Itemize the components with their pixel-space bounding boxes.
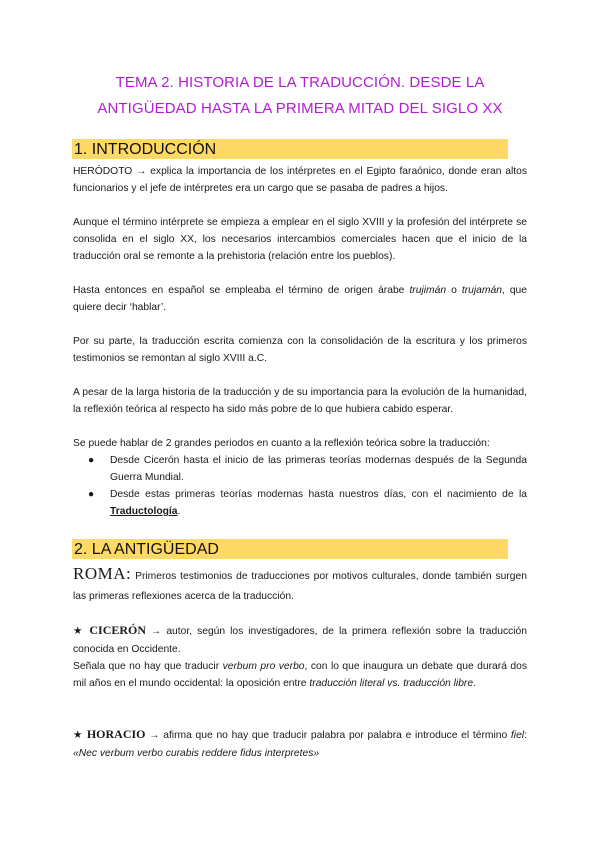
paragraph-traduccion-escrita: Por su parte, la traducción escrita comienza con la consolidación de la escritura y los primeros testimonios se remontan al siglo XVIII a.C. <box>73 336 527 364</box>
paragraph-reflexion: A pesar de la larga historia de la traducción y de su importancia para la evolución de la humanidad, la reflexión teórica al respecto ha sido más pobre de lo que hubiera cabido esperar. <box>73 387 527 415</box>
paragraph-ciceron-verbum: Señala que no hay que traducir verbum pro verbo, con lo que inaugura un debate que durará dos mil años en el mundo occidental: la oposición entre traducción literal vs. traducción libre. <box>73 661 527 689</box>
list-item: ● Desde estas primeras teorías modernas hasta nuestros días, con el nacimiento de la Traductología. <box>73 486 527 520</box>
periods-list <box>73 452 527 520</box>
horacio-label: HORACIO <box>86 727 146 741</box>
roma-label: ROMA: <box>73 564 132 583</box>
arrow-icon: → <box>136 166 147 177</box>
herodoto-label: HERÓDOTO <box>73 166 133 177</box>
paragraph-herodoto: HERÓDOTO → explica la importancia de los intérpretes en el Egipto faraónico, donde eran altos funcionarios y el jefe de intérpretes era un cargo que se pasaba de padres a hijos. <box>73 166 527 194</box>
list-item: ● Desde Cicerón hasta el inicio de las primeras teorías modernas después de la Segunda Guerra Mundial. <box>73 452 527 486</box>
bullet-icon: ● <box>88 489 95 500</box>
section-heading-antiguedad: 2. LA ANTIGÜEDAD <box>72 539 508 559</box>
arrow-icon: → <box>149 730 160 741</box>
document-title <box>60 70 540 122</box>
paragraph-ciceron: ★ CICERÓN → autor, según los investigadores, de la primera reflexión sobre la traducción conocida en Occidente. <box>73 623 527 655</box>
arrow-icon: → <box>151 626 162 637</box>
section-heading-introduccion: 1. INTRODUCCIÓN <box>72 139 508 159</box>
paragraph-periodos: Se puede hablar de 2 grandes periodos en cuanto a la reflexión teórica sobre la traducción: <box>73 438 490 449</box>
paragraph-trujiman: Hasta entonces en español se empleaba el término de origen árabe trujimán o trujamán, que quiere decir ‘hablar’. <box>73 285 527 313</box>
paragraph-interprete: Aunque el término intérprete se empieza a emplear en el siglo XVIII y la profesión del intérprete se consolida en el siglo XX, los necesarios intercambios comerciales hacen que el inicio de la traducción oral se remonte a la prehistoria (relación entre los pueblos). <box>73 217 527 262</box>
title-line-2: ANTIGÜEDAD HASTA LA PRIMERA MITAD DEL SIGLO XX <box>97 100 503 117</box>
star-icon: ★ <box>73 626 85 637</box>
bullet-icon: ● <box>88 455 95 466</box>
ciceron-label: CICERÓN <box>89 623 147 637</box>
star-icon: ★ <box>73 730 84 741</box>
paragraph-horacio: ★ HORACIO → afirma que no hay que traducir palabra por palabra e introduce el término fiel: «Nec verbum verbo curabis reddere fidus interpretes» <box>73 727 527 759</box>
traductologia-link[interactable]: Traductología <box>110 506 178 517</box>
title-line-1: TEMA 2. HISTORIA DE LA TRADUCCIÓN. DESDE LA <box>115 74 485 91</box>
paragraph-roma: ROMA: Primeros testimonios de traducciones por motivos culturales, donde también surgen las primeras reflexiones acerca de la traducción. <box>73 564 527 602</box>
